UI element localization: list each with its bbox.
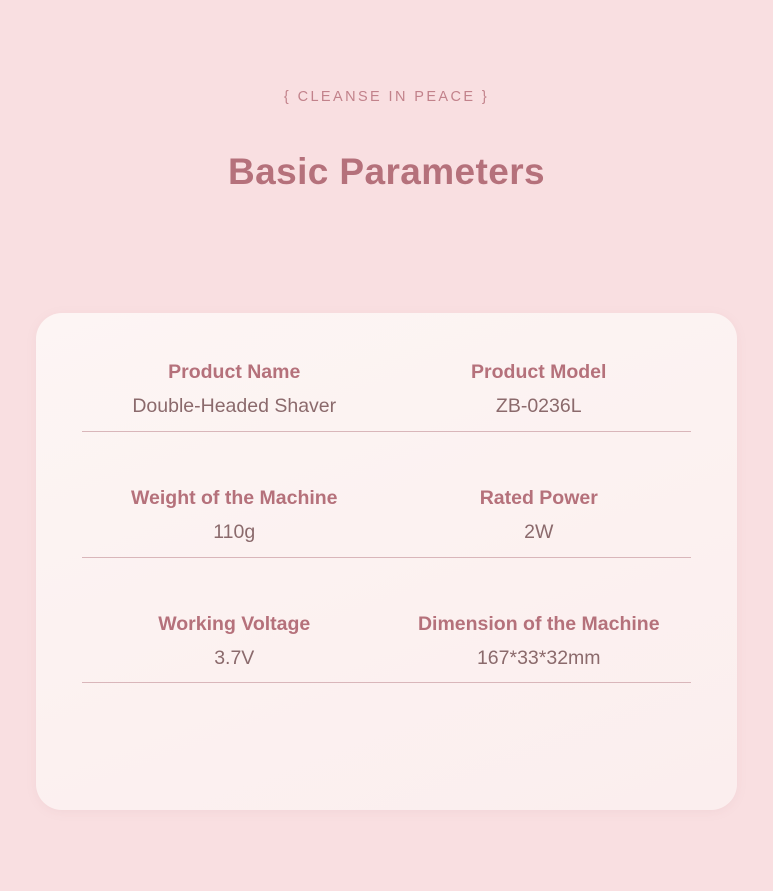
spec-label: Working Voltage — [158, 612, 311, 635]
spec-value: 3.7V — [214, 646, 255, 669]
spec-value: Double-Headed Shaver — [132, 395, 337, 418]
table-row — [82, 487, 691, 558]
table-row — [82, 613, 691, 684]
spec-label: Product Model — [471, 361, 607, 383]
spec-cell-working-voltage — [82, 613, 387, 671]
spec-cell-product-name — [82, 361, 387, 419]
spec-value: 2W — [524, 521, 554, 544]
eyebrow-tagline: { CLEANSE IN PEACE } — [283, 89, 490, 105]
spec-cell-dimension — [387, 613, 692, 671]
spec-label: Rated Power — [479, 486, 598, 509]
parameters-card — [36, 313, 737, 810]
page-title: Basic Parameters — [228, 151, 545, 192]
spec-value: 167*33*32mm — [476, 646, 601, 669]
spec-cell-product-model — [387, 361, 692, 419]
table-row — [82, 361, 691, 432]
spec-value: 110g — [213, 521, 256, 544]
spec-label: Product Name — [168, 361, 301, 383]
spec-value: ZB-0236L — [495, 395, 582, 418]
spec-label: Weight of the Machine — [130, 486, 338, 509]
spec-cell-rated-power — [387, 487, 692, 545]
spec-label: Dimension of the Machine — [417, 612, 660, 635]
spec-cell-weight — [82, 487, 387, 545]
